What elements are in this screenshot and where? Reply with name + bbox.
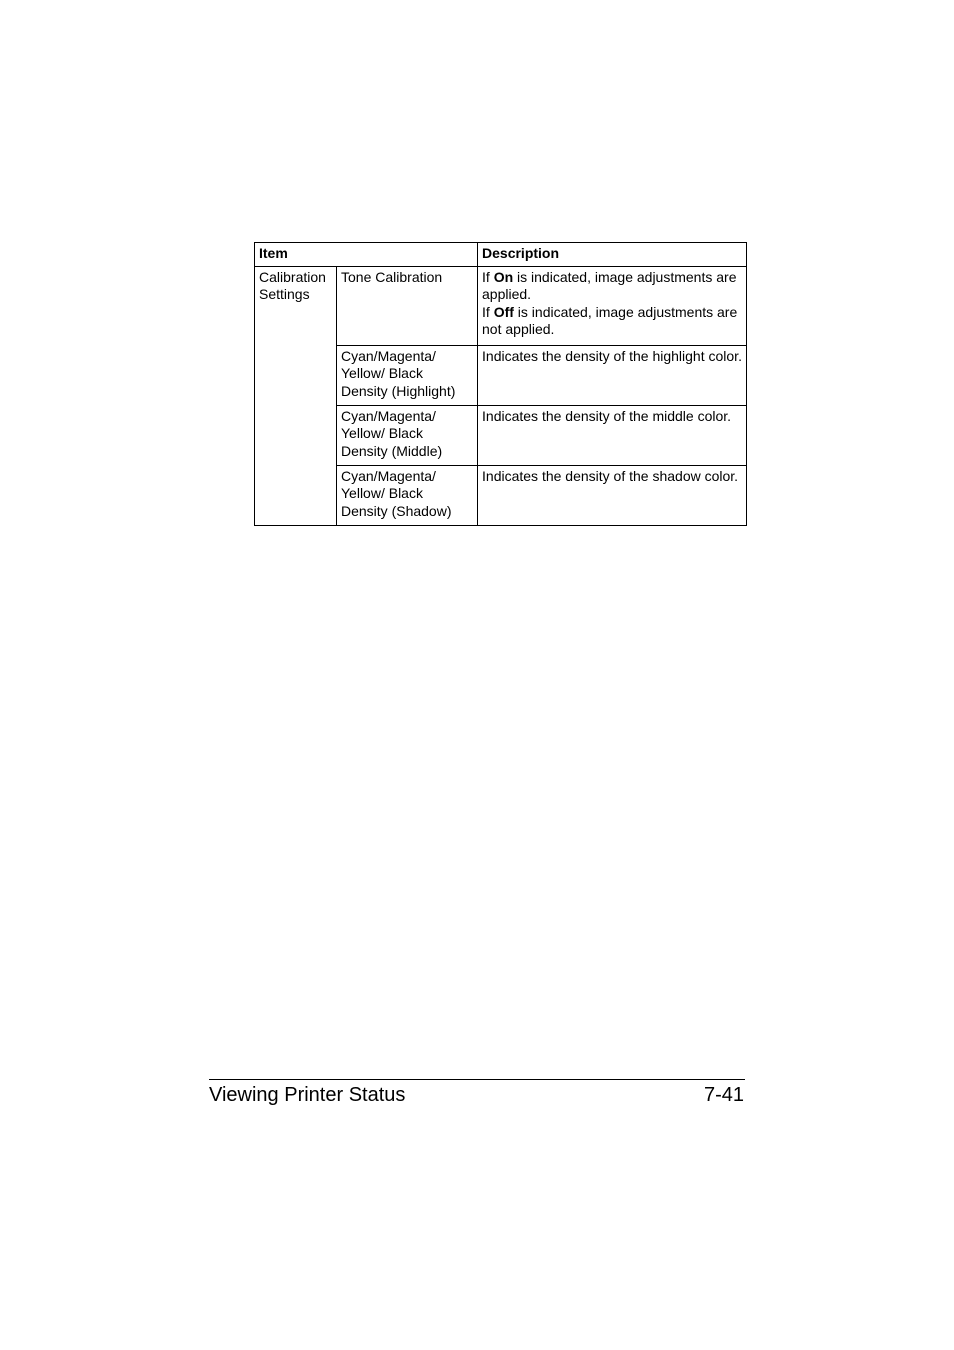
table-row (255, 266, 747, 345)
item-tone-calibration: Tone Calibration (337, 266, 478, 345)
item-density-highlight: Cyan/Magenta/ Yellow/ Black Density (Highlight) (337, 345, 478, 405)
text-fragment: is indicated, image adjustments are not applied. (482, 303, 738, 338)
header-item: Item (255, 243, 478, 267)
footer-section-title: Viewing Printer Status (209, 1084, 406, 1106)
group-label-calibration-settings: Calibration Settings (255, 266, 337, 525)
table-header-row (255, 243, 747, 267)
footer-divider (209, 1079, 745, 1080)
text-fragment: If (482, 268, 494, 285)
description-tone-calibration (478, 266, 747, 345)
description-density-highlight: Indicates the density of the highlight color. (478, 345, 747, 405)
description-line-off (482, 304, 742, 339)
description-density-middle: Indicates the density of the middle color. (478, 405, 747, 465)
item-density-middle: Cyan/Magenta/ Yellow/ Black Density (Middle) (337, 405, 478, 465)
description-line-on (482, 269, 742, 304)
description-density-shadow: Indicates the density of the shadow color. (478, 465, 747, 525)
keyword-off: Off (493, 303, 514, 320)
header-description: Description (478, 243, 747, 267)
keyword-on: On (493, 268, 514, 285)
text-fragment: If (482, 303, 494, 320)
footer-page-number: 7-41 (703, 1084, 744, 1106)
text-fragment: is indicated, image adjustments are applied. (482, 268, 737, 303)
item-density-shadow: Cyan/Magenta/ Yellow/ Black Density (Shadow) (337, 465, 478, 525)
calibration-settings-table (254, 242, 747, 526)
